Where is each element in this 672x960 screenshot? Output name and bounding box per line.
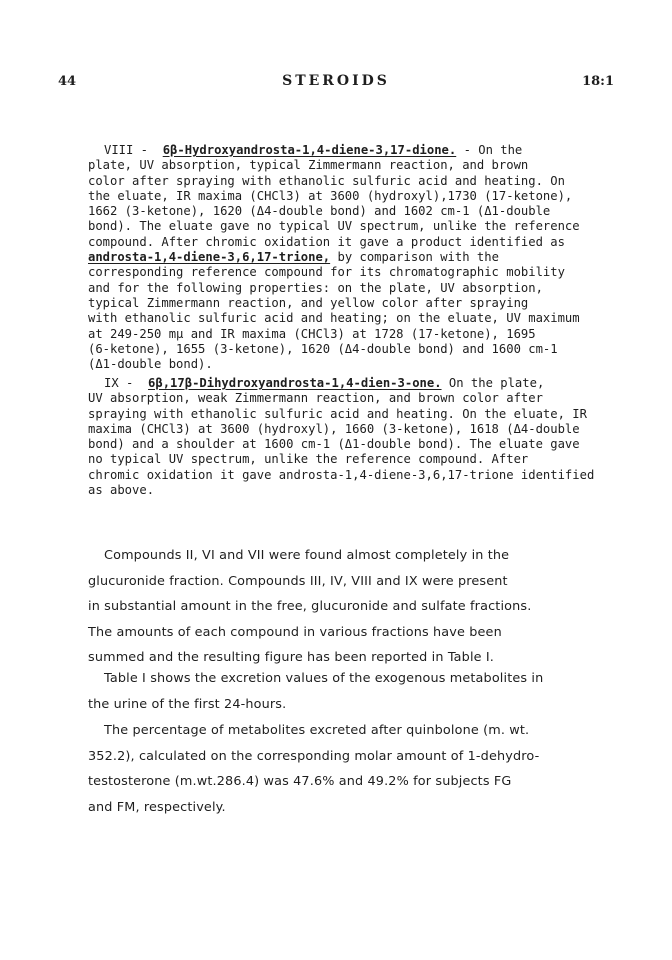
page-number: 44 — [58, 74, 77, 89]
text-line: summed and the resulting figure has been reported in Table I. — [88, 650, 495, 666]
text-line: glucuronide fraction. Compounds III, IV, VIII and IX were present — [88, 573, 508, 589]
text-line: color after spraying with ethanolic sulfuric acid and heating. On — [88, 173, 565, 188]
text-line: with ethanolic sulfuric acid and heating; on the eluate, UV maximum — [88, 311, 580, 326]
product-name: androsta-1,4-diene-3,6,17-trione, — [88, 250, 331, 265]
running-header — [58, 74, 614, 94]
text-line: 352.2), calculated on the corresponding molar amount of 1-dehydro- — [88, 748, 540, 764]
fractions-paragraph — [88, 543, 618, 671]
text-line: and FM, respectively. — [88, 799, 226, 815]
text-line: maxima (CHCl3) at 3600 (hydroxyl), 1660 (3-ketone), 1618 (Δ4-double — [88, 421, 580, 436]
text-line: (Δ1-double bond). — [88, 357, 213, 372]
compound-label: VIII - — [104, 143, 149, 157]
text-line: compound. After chromic oxidation it gave a product identified as — [88, 234, 565, 249]
compound-ix-paragraph — [88, 376, 612, 498]
text-fragment: - On the — [463, 143, 523, 157]
text-line: testosterone (m.wt.286.4) was 47.6% and 49.2% for subjects FG — [88, 774, 512, 790]
percentage-paragraph — [88, 718, 618, 820]
text-line: as above. — [88, 483, 155, 498]
compound-name: 6β,17β-Dihydroxyandrosta-1,4-dien-3-one. — [148, 376, 442, 390]
text-line: spraying with ethanolic sulfuric acid and heating. On the eluate, IR — [88, 406, 587, 421]
text-fragment: by comparison with the — [337, 250, 499, 265]
text-line: bond). The eluate gave no typical UV spectrum, unlike the reference — [88, 219, 580, 234]
text-line: the urine of the first 24-hours. — [88, 696, 287, 712]
text-line: corresponding reference compound for its chromatographic mobility — [88, 265, 565, 280]
text-line: The percentage of metabolites excreted after quinbolone (m. wt. — [104, 723, 530, 738]
text-line — [88, 376, 612, 391]
table-reference-paragraph — [88, 666, 618, 717]
compound-viii-paragraph — [88, 143, 612, 372]
text-line: plate, UV absorption, typical Zimmermann reaction, and brown — [88, 158, 529, 173]
text-line: Compounds II, VI and VII were found almost completely in the — [104, 548, 510, 563]
text-line: in substantial amount in the free, glucuronide and sulfate fractions. — [88, 599, 532, 615]
text-line: 1662 (3-ketone), 1620 (Δ4-double bond) and 1602 cm-1 (Δ1-double — [88, 204, 551, 219]
volume-issue: 18:1 — [582, 74, 614, 89]
text-line: (6-ketone), 1655 (3-ketone), 1620 (Δ4-double bond) and 1600 cm-1 — [88, 341, 558, 356]
compound-name: 6β-Hydroxyandrosta-1,4-diene-3,17-dione. — [162, 143, 457, 157]
text-line: the eluate, IR maxima (CHCl3) at 3600 (hydroxyl),1730 (17-ketone), — [88, 188, 573, 203]
text-line — [88, 143, 612, 158]
compound-label: IX - — [104, 376, 134, 390]
text-line: UV absorption, weak Zimmermann reaction, and brown color after — [88, 391, 543, 406]
text-line: no typical UV spectrum, unlike the reference compound. After — [88, 452, 529, 467]
journal-title: STEROIDS — [282, 73, 390, 89]
text-line: chromic oxidation it gave androsta-1,4-diene-3,6,17-trione identified — [88, 467, 595, 482]
text-line: and for the following properties: on the plate, UV absorption, — [88, 280, 543, 295]
text-line: Table I shows the excretion values of the exogenous metabolites in — [104, 671, 544, 686]
text-line — [88, 250, 612, 265]
text-line: bond) and a shoulder at 1600 cm-1 (Δ1-double bond). The eluate gave — [88, 437, 580, 452]
text-line: The amounts of each compound in various fractions have been — [88, 624, 502, 640]
text-line: at 249-250 mμ and IR maxima (CHCl3) at 1728 (17-ketone), 1695 — [88, 326, 536, 341]
text-fragment: On the plate, — [448, 376, 545, 390]
text-line: typical Zimmermann reaction, and yellow color after spraying — [88, 295, 529, 310]
